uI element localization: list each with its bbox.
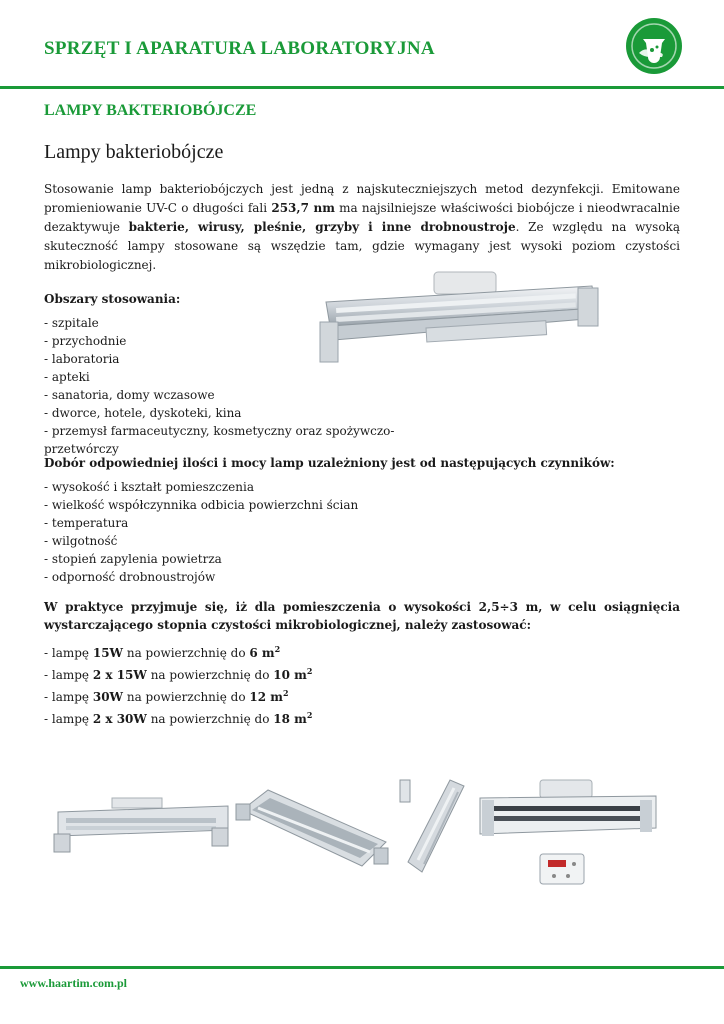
targets-text: bakterie, wirusy, pleśnie, grzyby i inne drobnoustroje (128, 220, 516, 234)
header-title: SPRZĘT I APARATURA LABORATORYJNA (44, 38, 435, 59)
list-item: - sanatoria, domy wczasowe (44, 388, 215, 402)
list-item: - wilgotność (44, 534, 118, 548)
practice-section (44, 598, 680, 728)
item-mid: na powierzchnię do (123, 690, 250, 704)
lamp-power: 30W (92, 690, 124, 704)
practice-heading: W praktyce przyjmuje się, iż dla pomieszczenia o wysokości 2,5÷3 m, w celu osiągnięcia wystarczającego stopnia czystości mikrobiologicznej, należy zastosować: (44, 600, 680, 632)
list-item (44, 684, 680, 706)
footer-divider (0, 966, 724, 969)
wavelength-value: 253,7 nm (271, 201, 335, 215)
list-item: - szpitale (44, 316, 99, 330)
intro-paragraph (44, 180, 680, 275)
footer-website-link[interactable]: www.haartim.com.pl (20, 976, 127, 990)
flask-hand-icon (625, 17, 683, 75)
list-item: - odporność drobnoustrojów (44, 570, 216, 584)
list-item: - wysokość i kształt pomieszczenia (44, 480, 254, 494)
lamp-power: 15W (92, 646, 124, 660)
lamp-photo-4 (474, 778, 660, 888)
header-divider (0, 86, 724, 89)
item-mid: na powierzchnię do (146, 668, 274, 682)
list-item: - apteki (44, 370, 90, 384)
room-area: 18 m (273, 712, 307, 726)
section-title: LAMPY BAKTERIOBÓJCZE (44, 102, 257, 119)
list-item (44, 706, 680, 728)
lamp-power: 2 x 30W (92, 712, 147, 726)
list-item: - laboratoria (44, 352, 120, 366)
list-item: - wielkość współczynnika odbicia powierzchni ścian (44, 498, 359, 512)
list-item: - przemysł farmaceutyczny, kosmetyczny oraz spożywczo-przetwórczy (44, 424, 395, 456)
factors-heading: Dobór odpowiedniej ilości i mocy lamp uzależniony jest od następujących czynników: (44, 456, 615, 470)
room-area: 12 m (249, 690, 283, 704)
list-item: - przychodnie (44, 334, 127, 348)
item-prefix: - lampę (44, 646, 93, 660)
factors-section (44, 454, 680, 586)
document-title: Lampy bakteriobójcze (44, 141, 224, 163)
item-mid: na powierzchnię do (146, 712, 274, 726)
area-exponent: 2 (306, 666, 313, 676)
room-area: 6 m (249, 646, 275, 660)
list-item (44, 662, 680, 684)
area-exponent: 2 (274, 644, 281, 654)
item-mid: na powierzchnię do (123, 646, 250, 660)
intro-text-1: Stosowanie lamp bakteriobójczych jest jedną z najskuteczniejszych metod dezynfekcji. Emitowane promieniowanie UV-C o długości fali (44, 182, 680, 215)
intro-text-2: ma najsilniejsze właściwości biobójcze i nieodwracalnie dezaktywuje (44, 201, 680, 234)
areas-list (44, 314, 464, 458)
factors-list (44, 478, 680, 586)
areas-heading: Obszary stosowania: (44, 292, 181, 306)
list-item: - stopień zapylenia powietrza (44, 552, 222, 566)
item-prefix: - lampę (44, 690, 93, 704)
lamp-power: 2 x 15W (92, 668, 147, 682)
item-prefix: - lampę (44, 668, 93, 682)
list-item: - dworce, hotele, dyskoteki, kina (44, 406, 242, 420)
item-prefix: - lampę (44, 712, 93, 726)
list-item: - temperatura (44, 516, 129, 530)
areas-section (44, 290, 464, 458)
area-exponent: 2 (282, 688, 289, 698)
area-exponent: 2 (306, 710, 313, 720)
list-item (44, 640, 680, 662)
practice-list (44, 640, 680, 728)
intro-text-3: . Ze względu na wysoką skuteczność lampy stosowane są wszędzie tam, gdzie wymagany jest wysoki poziom czystości mikrobiologicznej. (44, 220, 680, 272)
lamp-photo-2 (234, 786, 394, 872)
room-area: 10 m (273, 668, 307, 682)
lamp-photo-3 (398, 776, 470, 876)
lamp-photo-1 (52, 796, 232, 856)
